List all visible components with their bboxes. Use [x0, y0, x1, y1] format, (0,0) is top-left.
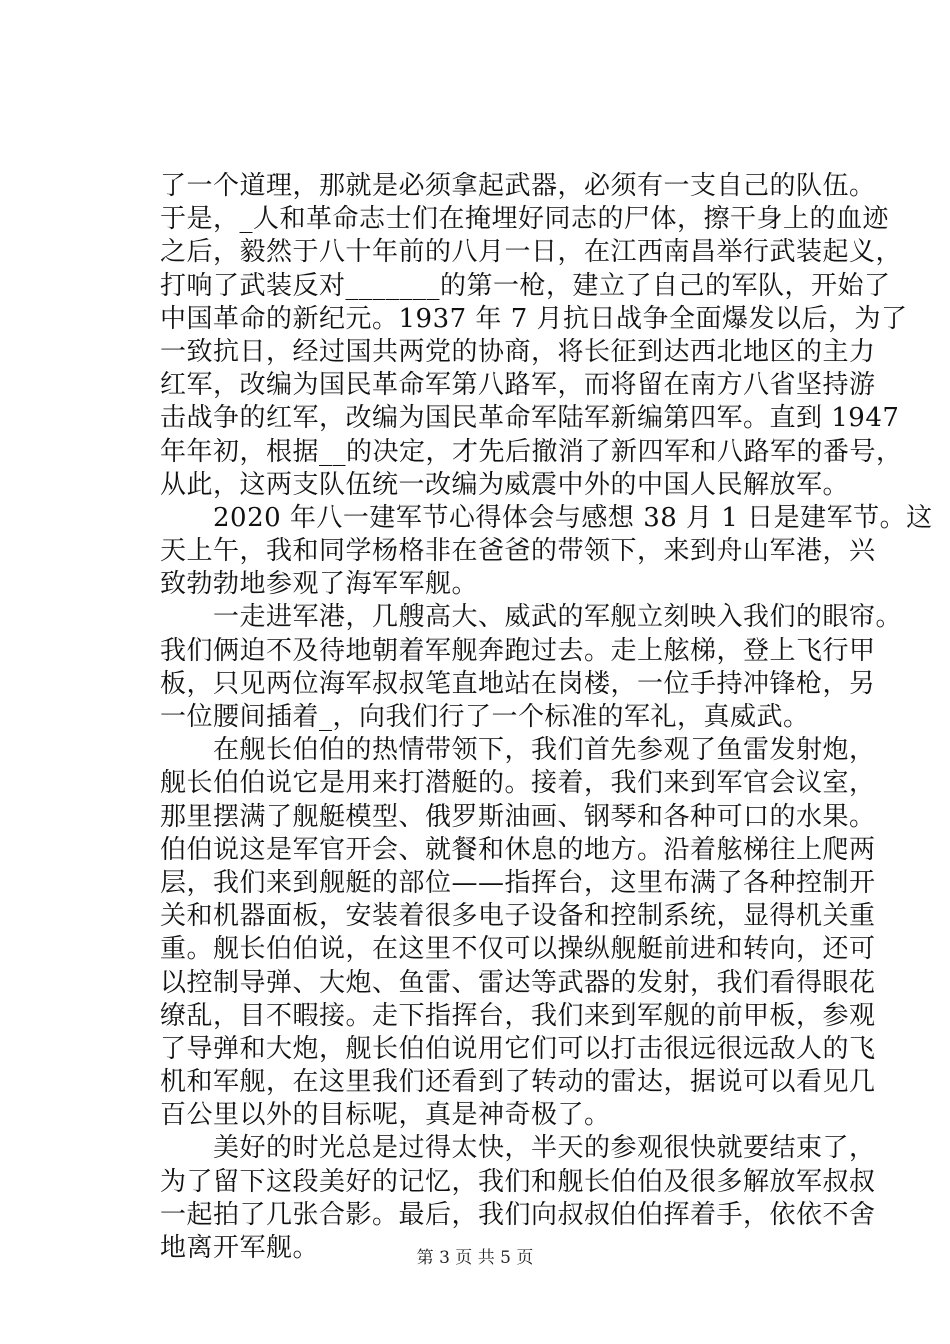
text-line: 为了留下这段美好的记忆，我们和舰长伯伯及很多解放军叔叔 [160, 1166, 876, 1197]
text-line: 机和军舰，在这里我们还看到了转动的雷达，据说可以看见几 [160, 1067, 876, 1098]
text-line: 于是，_人和革命志士们在掩埋好同志的尸体，擦干身上的血迹 [160, 204, 890, 235]
body-text [160, 170, 933, 1265]
text-line: 伯伯说这是军官开会、就餐和休息的地方。沿着舷梯往上爬两 [160, 834, 876, 865]
text-line: 百公里以外的目标呢，真是神奇极了。 [160, 1100, 611, 1131]
text-line: 我们俩迫不及待地朝着军舰奔跑过去。走上舷梯，登上飞行甲 [160, 635, 876, 666]
text-line: 了导弹和大炮，舰长伯伯说用它们可以打击很远很远敌人的飞 [160, 1033, 876, 1064]
text-line: 中国革命的新纪元。1937 年 7 月抗日战争全面爆发以后，为了 [160, 303, 908, 334]
text-line: 红军，改编为国民革命军第八路军，而将留在南方八省坚持游 [160, 370, 876, 401]
text-line: 之后，毅然于八十年前的八月一日，在江西南昌举行武装起义， [160, 237, 903, 268]
text-line: 以控制导弹、大炮、鱼雷、雷达等武器的发射，我们看得眼花 [160, 967, 876, 998]
text-line: 一致抗日，经过国共两党的协商，将长征到达西北地区的主力 [160, 336, 876, 367]
page-footer: 第 3 页 共 5 页 [416, 1248, 534, 1268]
text-line: 板，只见两位海军叔叔笔直地站在岗楼，一位手持冲锋枪，另 [160, 668, 876, 699]
text-line: 地离开军舰。 [160, 1233, 320, 1263]
text-line: 关和机器面板，安装着很多电子设备和控制系统，显得机关重 [160, 901, 876, 932]
text-line: 2020 年八一建军节心得体会与感想 38 月 1 日是建军节。这 [160, 502, 933, 533]
text-line: 美好的时光总是过得太快，半天的参观很快就要结束了， [160, 1133, 876, 1164]
text-line: 层，我们来到舰艇的部位——指挥台，这里布满了各种控制开 [160, 867, 876, 898]
text-line: 打响了武装反对_______的第一枪，建立了自己的军队，开始了 [160, 270, 891, 301]
text-line: 从此，这两支队伍统一改编为威震中外的中国人民解放军。 [160, 469, 850, 500]
text-line: 天上午，我和同学杨格非在爸爸的带领下，来到舟山军港，兴 [160, 536, 876, 567]
text-line: 舰长伯伯说它是用来打潜艇的。接着，我们来到军官会议室， [160, 768, 876, 799]
text-line: 一起拍了几张合影。最后，我们向叔叔伯伯挥着手，依依不舍 [160, 1199, 876, 1230]
text-line: 致勃勃地参观了海军军舰。 [160, 569, 479, 600]
text-line: 了一个道理，那就是必须拿起武器，必须有一支自己的队伍。 [160, 171, 876, 201]
text-line: 那里摆满了舰艇模型、俄罗斯油画、钢琴和各种可口的水果。 [160, 801, 876, 832]
text-line: 缭乱，目不暇接。走下指挥台，我们来到军舰的前甲板，参观 [160, 1000, 876, 1031]
text-line: 击战争的红军，改编为国民革命军陆军新编第四军。直到 1947 [160, 403, 900, 434]
text-line: 一走进军港，几艘高大、威武的军舰立刻映入我们的眼帘。 [160, 602, 903, 633]
text-line: 在舰长伯伯的热情带领下，我们首先参观了鱼雷发射炮， [160, 735, 876, 766]
text-line: 一位腰间插着_，向我们行了一个标准的军礼，真威武。 [160, 702, 810, 732]
text-line: 年年初，根据__的决定，才先后撤消了新四军和八路军的番号， [160, 436, 903, 467]
text-line: 重。舰长伯伯说，在这里不仅可以操纵舰艇前进和转向，还可 [160, 934, 876, 965]
